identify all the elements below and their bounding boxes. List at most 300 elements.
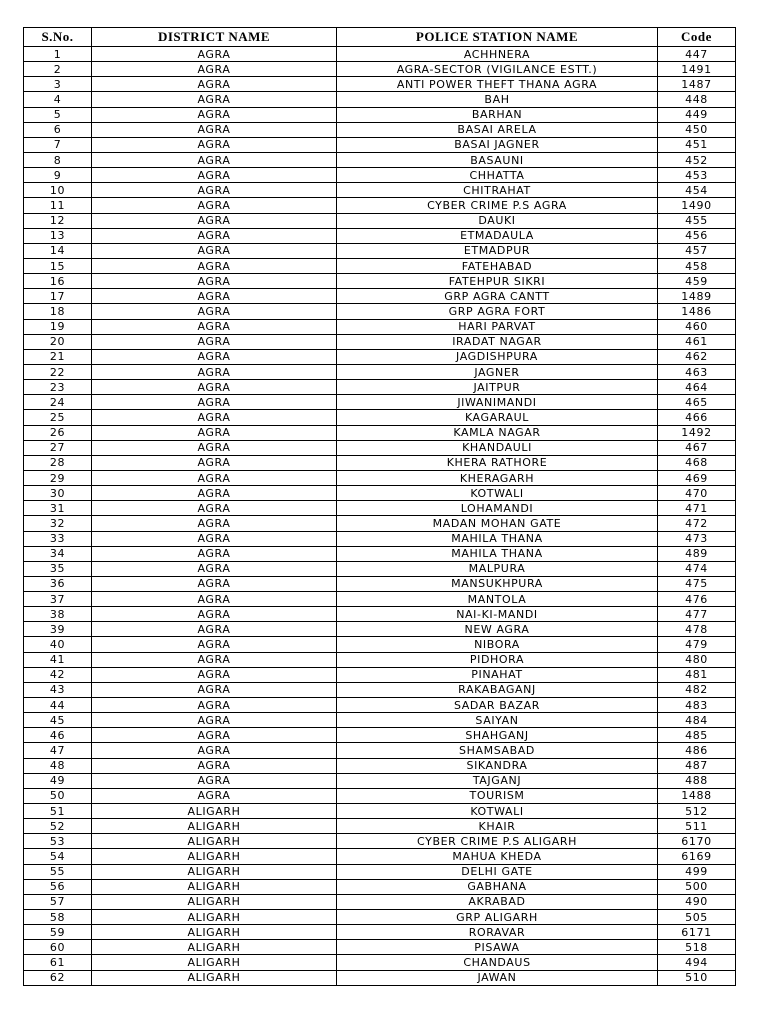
code-cell: 464 (658, 380, 736, 395)
district-name-cell: AGRA (92, 289, 337, 304)
table-row (24, 349, 736, 364)
code-cell: 1487 (658, 77, 736, 92)
serial-number-cell: 43 (24, 682, 92, 697)
serial-number-cell: 55 (24, 864, 92, 879)
code-cell: 468 (658, 455, 736, 470)
table-row (24, 122, 736, 137)
table-row (24, 152, 736, 167)
code-cell: 6171 (658, 925, 736, 940)
table-row (24, 925, 736, 940)
district-name-cell: AGRA (92, 258, 337, 273)
table-row (24, 531, 736, 546)
code-cell: 466 (658, 410, 736, 425)
district-name-cell: AGRA (92, 92, 337, 107)
police-station-name-cell: KOTWALI (337, 804, 658, 819)
table-row (24, 77, 736, 92)
table-row (24, 758, 736, 773)
table-row (24, 470, 736, 485)
serial-number-cell: 2 (24, 62, 92, 77)
police-station-name-cell: DAUKI (337, 213, 658, 228)
serial-number-cell: 40 (24, 637, 92, 652)
serial-number-cell: 51 (24, 804, 92, 819)
serial-number-cell: 4 (24, 92, 92, 107)
district-name-cell: AGRA (92, 137, 337, 152)
district-name-cell: AGRA (92, 637, 337, 652)
police-station-name-cell: DELHI GATE (337, 864, 658, 879)
table-row (24, 183, 736, 198)
code-cell: 454 (658, 183, 736, 198)
district-name-cell: AGRA (92, 698, 337, 713)
serial-number-cell: 47 (24, 743, 92, 758)
police-station-name-cell: CHITRAHAT (337, 183, 658, 198)
police-station-name-cell: IRADAT NAGAR (337, 334, 658, 349)
police-station-name-cell: SAIYAN (337, 713, 658, 728)
code-cell: 452 (658, 152, 736, 167)
table-row (24, 486, 736, 501)
police-station-name-cell: TOURISM (337, 788, 658, 803)
police-station-name-cell: JAGDISHPURA (337, 349, 658, 364)
table-row (24, 213, 736, 228)
serial-number-cell: 53 (24, 834, 92, 849)
police-station-name-cell: ACHHNERA (337, 47, 658, 62)
police-station-name-cell: JIWANIMANDI (337, 395, 658, 410)
serial-number-cell: 35 (24, 561, 92, 576)
table-row (24, 334, 736, 349)
district-name-cell: AGRA (92, 183, 337, 198)
police-station-name-cell: MALPURA (337, 561, 658, 576)
code-cell: 470 (658, 486, 736, 501)
code-cell: 512 (658, 804, 736, 819)
police-station-name-cell: BASAI ARELA (337, 122, 658, 137)
serial-number-cell: 10 (24, 183, 92, 198)
serial-number-cell: 62 (24, 970, 92, 985)
police-station-name-cell: ANTI POWER THEFT THANA AGRA (337, 77, 658, 92)
district-name-cell: AGRA (92, 425, 337, 440)
table-row (24, 682, 736, 697)
code-cell: 448 (658, 92, 736, 107)
police-station-name-cell: PINAHAT (337, 667, 658, 682)
serial-number-cell: 36 (24, 576, 92, 591)
police-station-name-cell: MAHUA KHEDA (337, 849, 658, 864)
district-name-cell: AGRA (92, 486, 337, 501)
district-name-cell: AGRA (92, 198, 337, 213)
table-row (24, 395, 736, 410)
police-station-name-cell: PIDHORA (337, 652, 658, 667)
serial-number-cell: 21 (24, 349, 92, 364)
table-row (24, 713, 736, 728)
police-station-name-cell: FATEHPUR SIKRI (337, 274, 658, 289)
code-cell: 480 (658, 652, 736, 667)
police-station-name-cell: SIKANDRA (337, 758, 658, 773)
serial-number-cell: 57 (24, 894, 92, 909)
district-name-cell: AGRA (92, 47, 337, 62)
district-name-cell: AGRA (92, 319, 337, 334)
district-name-cell: AGRA (92, 561, 337, 576)
table-row (24, 698, 736, 713)
table-row (24, 728, 736, 743)
serial-number-cell: 46 (24, 728, 92, 743)
serial-number-cell: 17 (24, 289, 92, 304)
table-row (24, 304, 736, 319)
district-name-cell: AGRA (92, 380, 337, 395)
code-cell: 484 (658, 713, 736, 728)
police-station-name-cell: HARI PARVAT (337, 319, 658, 334)
code-cell: 1488 (658, 788, 736, 803)
code-cell: 481 (658, 667, 736, 682)
serial-number-cell: 18 (24, 304, 92, 319)
district-name-cell: AGRA (92, 728, 337, 743)
code-cell: 450 (658, 122, 736, 137)
serial-number-cell: 22 (24, 364, 92, 379)
district-name-cell: ALIGARH (92, 804, 337, 819)
table-row (24, 652, 736, 667)
police-station-name-cell: GRP AGRA CANTT (337, 289, 658, 304)
police-station-name-cell: KHERA RATHORE (337, 455, 658, 470)
code-cell: 490 (658, 894, 736, 909)
table-row (24, 637, 736, 652)
code-cell: 494 (658, 955, 736, 970)
district-name-cell: ALIGARH (92, 864, 337, 879)
code-cell: 510 (658, 970, 736, 985)
district-name-cell: AGRA (92, 788, 337, 803)
district-name-cell: ALIGARH (92, 834, 337, 849)
serial-number-cell: 8 (24, 152, 92, 167)
table-row (24, 425, 736, 440)
serial-number-cell: 34 (24, 546, 92, 561)
police-station-name-cell: BASAUNI (337, 152, 658, 167)
table-row (24, 864, 736, 879)
table-row (24, 849, 736, 864)
district-name-cell: AGRA (92, 516, 337, 531)
police-station-name-cell: KHANDAULI (337, 440, 658, 455)
code-cell: 451 (658, 137, 736, 152)
table-row (24, 455, 736, 470)
district-name-cell: AGRA (92, 501, 337, 516)
police-station-name-cell: KHERAGARH (337, 470, 658, 485)
serial-number-cell: 14 (24, 243, 92, 258)
serial-number-cell: 1 (24, 47, 92, 62)
police-station-name-cell: MANTOLA (337, 592, 658, 607)
district-name-cell: AGRA (92, 592, 337, 607)
police-station-name-cell: MANSUKHPURA (337, 576, 658, 591)
table-row (24, 107, 736, 122)
district-name-cell: AGRA (92, 152, 337, 167)
police-station-name-cell: SHAHGANJ (337, 728, 658, 743)
police-station-name-cell: GRP AGRA FORT (337, 304, 658, 319)
district-name-cell: AGRA (92, 228, 337, 243)
code-cell: 488 (658, 773, 736, 788)
table-row (24, 258, 736, 273)
table-row (24, 274, 736, 289)
police-station-table (23, 27, 736, 986)
table-row (24, 788, 736, 803)
police-station-name-cell: CYBER CRIME P.S AGRA (337, 198, 658, 213)
district-name-cell: AGRA (92, 470, 337, 485)
code-cell: 485 (658, 728, 736, 743)
serial-number-cell: 45 (24, 713, 92, 728)
district-name-cell: AGRA (92, 349, 337, 364)
district-name-cell: AGRA (92, 455, 337, 470)
district-name-cell: AGRA (92, 758, 337, 773)
table-row (24, 168, 736, 183)
serial-number-cell: 25 (24, 410, 92, 425)
table-row (24, 955, 736, 970)
district-name-cell: ALIGARH (92, 925, 337, 940)
serial-number-cell: 49 (24, 773, 92, 788)
table-row (24, 228, 736, 243)
serial-number-cell: 56 (24, 879, 92, 894)
code-cell: 6169 (658, 849, 736, 864)
table-row (24, 592, 736, 607)
code-cell: 499 (658, 864, 736, 879)
district-name-cell: AGRA (92, 274, 337, 289)
table-row (24, 879, 736, 894)
code-cell: 489 (658, 546, 736, 561)
code-cell: 460 (658, 319, 736, 334)
district-name-cell: ALIGARH (92, 970, 337, 985)
table-row (24, 607, 736, 622)
district-name-cell: AGRA (92, 62, 337, 77)
table-row (24, 667, 736, 682)
district-name-cell: AGRA (92, 334, 337, 349)
table-row (24, 319, 736, 334)
header-code: Code (658, 28, 736, 47)
district-name-cell: AGRA (92, 531, 337, 546)
table-row (24, 410, 736, 425)
police-station-name-cell: JAWAN (337, 970, 658, 985)
code-cell: 482 (658, 682, 736, 697)
code-cell: 1490 (658, 198, 736, 213)
police-station-name-cell: SADAR BAZAR (337, 698, 658, 713)
code-cell: 474 (658, 561, 736, 576)
serial-number-cell: 26 (24, 425, 92, 440)
table-row (24, 940, 736, 955)
serial-number-cell: 16 (24, 274, 92, 289)
serial-number-cell: 54 (24, 849, 92, 864)
district-name-cell: AGRA (92, 213, 337, 228)
serial-number-cell: 5 (24, 107, 92, 122)
table-row (24, 622, 736, 637)
serial-number-cell: 20 (24, 334, 92, 349)
code-cell: 463 (658, 364, 736, 379)
police-station-name-cell: BAH (337, 92, 658, 107)
serial-number-cell: 29 (24, 470, 92, 485)
table-row (24, 137, 736, 152)
district-name-cell: AGRA (92, 122, 337, 137)
code-cell: 467 (658, 440, 736, 455)
serial-number-cell: 24 (24, 395, 92, 410)
police-station-name-cell: JAITPUR (337, 380, 658, 395)
code-cell: 472 (658, 516, 736, 531)
serial-number-cell: 9 (24, 168, 92, 183)
police-station-name-cell: KOTWALI (337, 486, 658, 501)
table-row (24, 289, 736, 304)
police-station-name-cell: ETMADPUR (337, 243, 658, 258)
code-cell: 486 (658, 743, 736, 758)
district-name-cell: AGRA (92, 607, 337, 622)
serial-number-cell: 48 (24, 758, 92, 773)
police-station-name-cell: CYBER CRIME P.S ALIGARH (337, 834, 658, 849)
code-cell: 1491 (658, 62, 736, 77)
code-cell: 478 (658, 622, 736, 637)
serial-number-cell: 6 (24, 122, 92, 137)
district-name-cell: ALIGARH (92, 819, 337, 834)
code-cell: 469 (658, 470, 736, 485)
serial-number-cell: 19 (24, 319, 92, 334)
code-cell: 483 (658, 698, 736, 713)
district-name-cell: ALIGARH (92, 879, 337, 894)
table-row (24, 440, 736, 455)
police-station-name-cell: MAHILA THANA (337, 546, 658, 561)
code-cell: 447 (658, 47, 736, 62)
serial-number-cell: 50 (24, 788, 92, 803)
police-station-name-cell: KAMLA NAGAR (337, 425, 658, 440)
serial-number-cell: 32 (24, 516, 92, 531)
police-station-name-cell: GABHANA (337, 879, 658, 894)
serial-number-cell: 42 (24, 667, 92, 682)
district-name-cell: AGRA (92, 440, 337, 455)
police-station-name-cell: SHAMSABAD (337, 743, 658, 758)
table-row (24, 501, 736, 516)
district-name-cell: AGRA (92, 546, 337, 561)
code-cell: 487 (658, 758, 736, 773)
code-cell: 471 (658, 501, 736, 516)
code-cell: 477 (658, 607, 736, 622)
table-row (24, 894, 736, 909)
code-cell: 475 (658, 576, 736, 591)
police-station-name-cell: CHANDAUS (337, 955, 658, 970)
serial-number-cell: 60 (24, 940, 92, 955)
serial-number-cell: 27 (24, 440, 92, 455)
district-name-cell: AGRA (92, 667, 337, 682)
serial-number-cell: 38 (24, 607, 92, 622)
table-row (24, 92, 736, 107)
serial-number-cell: 52 (24, 819, 92, 834)
header-police-station-name: POLICE STATION NAME (337, 28, 658, 47)
code-cell: 456 (658, 228, 736, 243)
district-name-cell: ALIGARH (92, 910, 337, 925)
police-station-name-cell: NAI-KI-MANDI (337, 607, 658, 622)
police-station-name-cell: MAHILA THANA (337, 531, 658, 546)
district-name-cell: AGRA (92, 77, 337, 92)
table-row (24, 576, 736, 591)
serial-number-cell: 23 (24, 380, 92, 395)
district-name-cell: ALIGARH (92, 940, 337, 955)
district-name-cell: AGRA (92, 773, 337, 788)
district-name-cell: ALIGARH (92, 955, 337, 970)
police-station-name-cell: JAGNER (337, 364, 658, 379)
header-district-name: DISTRICT NAME (92, 28, 337, 47)
table-row (24, 364, 736, 379)
police-station-name-cell: BARHAN (337, 107, 658, 122)
police-station-name-cell: MADAN MOHAN GATE (337, 516, 658, 531)
table-row (24, 62, 736, 77)
code-cell: 455 (658, 213, 736, 228)
table-row (24, 380, 736, 395)
district-name-cell: AGRA (92, 622, 337, 637)
serial-number-cell: 11 (24, 198, 92, 213)
table-row (24, 910, 736, 925)
code-cell: 457 (658, 243, 736, 258)
table-row (24, 819, 736, 834)
police-station-name-cell: CHHATTA (337, 168, 658, 183)
table-header-row (24, 28, 736, 47)
police-station-name-cell: GRP ALIGARH (337, 910, 658, 925)
district-name-cell: AGRA (92, 713, 337, 728)
table-row (24, 47, 736, 62)
serial-number-cell: 41 (24, 652, 92, 667)
police-station-name-cell: AKRABAD (337, 894, 658, 909)
police-station-name-cell: RORAVAR (337, 925, 658, 940)
code-cell: 1489 (658, 289, 736, 304)
police-station-name-cell: NIBORA (337, 637, 658, 652)
district-name-cell: AGRA (92, 364, 337, 379)
serial-number-cell: 44 (24, 698, 92, 713)
table-row (24, 970, 736, 985)
police-station-name-cell: TAJGANJ (337, 773, 658, 788)
header-serial-number: S.No. (24, 28, 92, 47)
serial-number-cell: 3 (24, 77, 92, 92)
code-cell: 453 (658, 168, 736, 183)
serial-number-cell: 28 (24, 455, 92, 470)
serial-number-cell: 39 (24, 622, 92, 637)
district-name-cell: AGRA (92, 652, 337, 667)
serial-number-cell: 15 (24, 258, 92, 273)
code-cell: 500 (658, 879, 736, 894)
code-cell: 461 (658, 334, 736, 349)
table-row (24, 546, 736, 561)
serial-number-cell: 13 (24, 228, 92, 243)
police-station-name-cell: KAGARAUL (337, 410, 658, 425)
table-row (24, 198, 736, 213)
serial-number-cell: 7 (24, 137, 92, 152)
district-name-cell: ALIGARH (92, 849, 337, 864)
table-row (24, 243, 736, 258)
district-name-cell: AGRA (92, 410, 337, 425)
code-cell: 518 (658, 940, 736, 955)
code-cell: 449 (658, 107, 736, 122)
serial-number-cell: 58 (24, 910, 92, 925)
serial-number-cell: 12 (24, 213, 92, 228)
table-row (24, 773, 736, 788)
table-row (24, 561, 736, 576)
police-station-name-cell: PISAWA (337, 940, 658, 955)
code-cell: 462 (658, 349, 736, 364)
district-name-cell: AGRA (92, 168, 337, 183)
district-name-cell: AGRA (92, 743, 337, 758)
serial-number-cell: 37 (24, 592, 92, 607)
code-cell: 6170 (658, 834, 736, 849)
district-name-cell: AGRA (92, 576, 337, 591)
serial-number-cell: 59 (24, 925, 92, 940)
police-station-name-cell: KHAIR (337, 819, 658, 834)
serial-number-cell: 31 (24, 501, 92, 516)
code-cell: 1486 (658, 304, 736, 319)
code-cell: 459 (658, 274, 736, 289)
district-name-cell: AGRA (92, 395, 337, 410)
code-cell: 505 (658, 910, 736, 925)
serial-number-cell: 33 (24, 531, 92, 546)
table-row (24, 743, 736, 758)
table-row (24, 834, 736, 849)
code-cell: 511 (658, 819, 736, 834)
police-station-name-cell: LOHAMANDI (337, 501, 658, 516)
code-cell: 476 (658, 592, 736, 607)
code-cell: 1492 (658, 425, 736, 440)
district-name-cell: AGRA (92, 243, 337, 258)
police-station-name-cell: ETMADAULA (337, 228, 658, 243)
table-row (24, 804, 736, 819)
